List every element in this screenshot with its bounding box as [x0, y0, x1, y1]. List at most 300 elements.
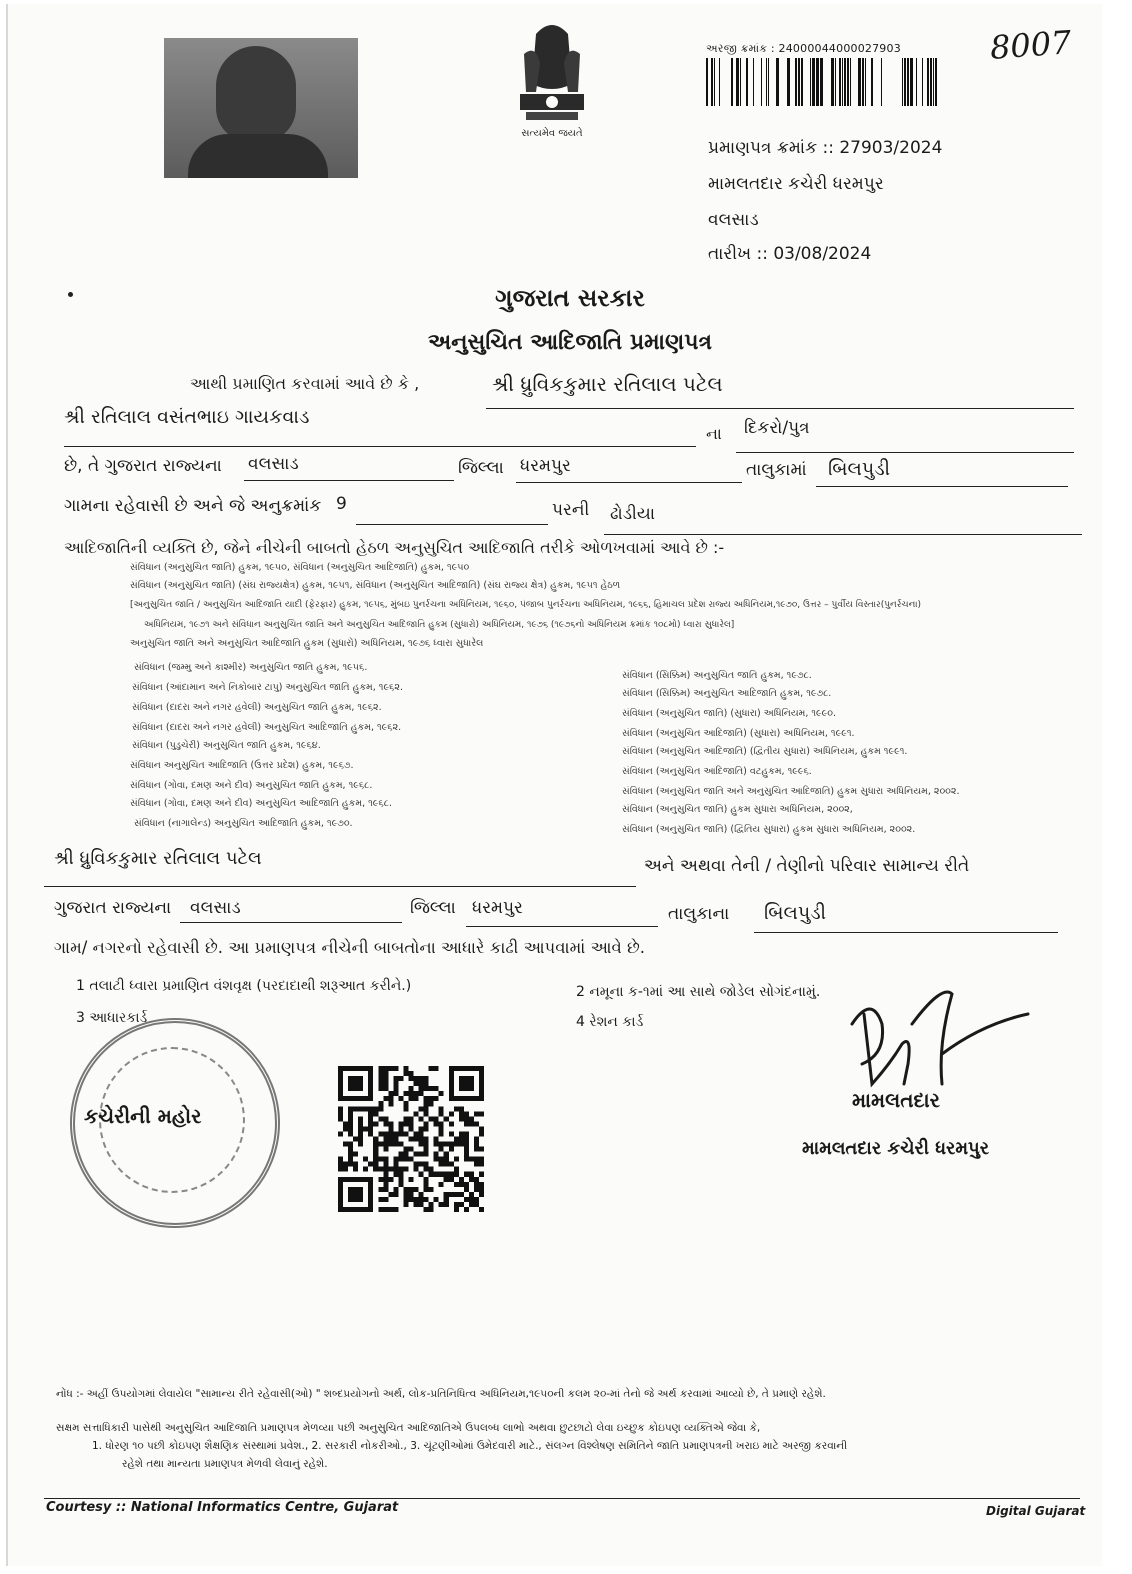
qr-module	[479, 1162, 484, 1167]
qr-module	[424, 1121, 429, 1126]
qr-module	[403, 1147, 408, 1152]
footer-brand: Digital Gujarat	[986, 1504, 1086, 1518]
qr-module	[419, 1152, 424, 1157]
act-line: સંવિધાન (અનુસુચિત જાતિ) (સંઘ રાજ્યક્ષેત્ર) હુકમ, ૧૯૫૧, સંવિધાન (અનુસુચિત આદિજાતિ) (સંઘ રાજ્ય ક્ષેત્ર) હુકમ, ૧૯૫૧ હેઠળ	[130, 580, 621, 591]
qr-module	[408, 1157, 413, 1162]
qr-module	[393, 1131, 398, 1136]
family-text: અને અથવા તેની / તેણીનો પરિવાર સામાન્ય રીતે	[644, 856, 970, 876]
qr-module	[393, 1157, 398, 1162]
qr-module	[363, 1096, 368, 1101]
underline	[736, 452, 1074, 453]
qr-module	[479, 1187, 484, 1192]
qr-module	[348, 1192, 353, 1197]
qr-module	[358, 1177, 363, 1182]
qr-module	[348, 1157, 353, 1162]
qr-module	[408, 1076, 413, 1081]
qr-module	[444, 1202, 449, 1207]
qr-module	[403, 1202, 408, 1207]
barcode-bar	[910, 58, 913, 106]
qr-module	[378, 1131, 383, 1136]
note-line: નોંધ :- અહીં ઉપયોગમાં લેવાયેલ "સામાન્ય રીતે રહેવાસી(ઓ) " શબ્દપ્રયોગનો અર્થ, લોક-પ્રતિનિધિત્વ અધિનિયમ,૧૯૫૦ની કલમ ૨૦-માં તેનો જે અર્થ કરવામાં આવ્યો છે, તે પ્રમાણે રહેશે.	[56, 1388, 826, 1400]
act-right: સંવિધાન (અનુસુચિત આદિજાતિ) વટહુકમ, ૧૯૯૬.	[622, 766, 812, 777]
barcode-bar	[835, 58, 836, 106]
qr-module	[464, 1116, 469, 1121]
qr-module	[348, 1096, 353, 1101]
qr-module	[358, 1192, 363, 1197]
qr-module	[419, 1086, 424, 1091]
district-value-2: વલસાડ	[190, 898, 241, 918]
qr-module	[444, 1177, 449, 1182]
applicant-photo	[164, 38, 358, 178]
qr-module	[464, 1086, 469, 1091]
qr-module	[469, 1172, 474, 1177]
qr-module	[469, 1121, 474, 1126]
qr-module	[449, 1121, 454, 1126]
qr-module	[378, 1106, 383, 1111]
certificate-title: અનુસુચિત આદિજાતિ પ્રમાણપત્ર	[427, 330, 713, 355]
qr-module	[358, 1086, 363, 1091]
qr-module	[408, 1126, 413, 1131]
qr-module	[408, 1121, 413, 1126]
application-number: અરજી ક્રમાંક : 24000044000027903	[706, 42, 901, 55]
qr-module	[393, 1207, 398, 1212]
qr-module	[353, 1177, 358, 1182]
qr-module	[449, 1091, 454, 1096]
qr-module	[343, 1142, 348, 1147]
qr-module	[368, 1106, 373, 1111]
qr-module	[403, 1116, 408, 1121]
state-prefix-2: ગુજરાત રાજ્યના	[54, 898, 172, 918]
underline	[604, 534, 1082, 535]
qr-module	[403, 1192, 408, 1197]
qr-module	[383, 1182, 388, 1187]
barcode-bar	[842, 58, 843, 106]
qr-module	[388, 1142, 393, 1147]
qr-module	[368, 1071, 373, 1076]
qr-module	[464, 1066, 469, 1071]
qr-module	[348, 1142, 353, 1147]
barcode-bar	[935, 58, 937, 106]
qr-module	[414, 1091, 419, 1096]
qr-module	[454, 1142, 459, 1147]
barcode-bar	[768, 58, 769, 106]
certify-prefix: આથી પ્રમાણિત કરવામાં આવે છે કે ,	[190, 374, 420, 393]
qr-module	[353, 1207, 358, 1212]
qr-module	[479, 1182, 484, 1187]
qr-module	[469, 1096, 474, 1101]
barcode-bar	[719, 58, 720, 106]
village-value-2: બિલપુડી	[764, 902, 827, 924]
qr-module	[338, 1096, 343, 1101]
signature	[842, 984, 1032, 1104]
qr-module	[358, 1131, 363, 1136]
qr-module	[464, 1096, 469, 1101]
qr-module	[419, 1076, 424, 1081]
qr-module	[383, 1096, 388, 1101]
qr-module	[419, 1131, 424, 1136]
qr-module	[348, 1076, 353, 1081]
qr-module	[434, 1121, 439, 1126]
qr-module	[414, 1162, 419, 1167]
qr-module	[479, 1096, 484, 1101]
qr-module	[368, 1096, 373, 1101]
qr-module	[414, 1076, 419, 1081]
qr-module	[368, 1202, 373, 1207]
qr-module	[429, 1096, 434, 1101]
qr-module	[474, 1157, 479, 1162]
qr-module	[348, 1147, 353, 1152]
qr-module	[464, 1207, 469, 1212]
qr-module	[353, 1076, 358, 1081]
qr-module	[348, 1081, 353, 1086]
qr-module	[383, 1157, 388, 1162]
note-line: રહેશે તથા માન્યતા પ્રમાણપત્ર મેળવી લેવાનું રહેશે.	[122, 1458, 328, 1470]
qr-module	[343, 1207, 348, 1212]
act-left: સંવિધાન અનુસુચિત આદિજાતિ (ઉત્તર પ્રદેશ) હુકમ, ૧૯૬૭.	[130, 760, 354, 771]
qr-module	[464, 1136, 469, 1141]
qr-module	[444, 1152, 449, 1157]
act-right: સંવિધાન (સિક્કિમ) અનુસુચિત આદિજાતિ હુકમ, ૧૯૭૮.	[622, 688, 832, 699]
qr-module	[338, 1116, 343, 1121]
qr-module	[388, 1101, 393, 1106]
qr-module	[393, 1162, 398, 1167]
qr-module	[348, 1197, 353, 1202]
barcode-bar	[736, 58, 739, 106]
barcode-bar	[865, 58, 866, 106]
qr-module	[474, 1162, 479, 1167]
barcode-bar	[904, 58, 906, 106]
qr-module	[459, 1131, 464, 1136]
person-name-2: શ્રી ધ્રુવિકકુમાર રતિલાલ પટેલ	[54, 848, 262, 869]
note-line: સક્ષમ સત્તાધિકારી પાસેથી અનુસુચિત આદિજાતિ પ્રમાણપત્ર મેળવ્યા પછી અનુસુચિત આદિજાતિએ ઉપલબ્ધ લાભો અથવા છુટછાટો લેવા ઇચ્છુક કોઇપણ વ્યક્તિએ જેવા કે,	[56, 1422, 761, 1434]
qr-module	[378, 1187, 383, 1192]
qr-module	[449, 1142, 454, 1147]
qr-module	[378, 1157, 383, 1162]
qr-module	[388, 1207, 393, 1212]
qr-module	[469, 1192, 474, 1197]
qr-module	[368, 1131, 373, 1136]
qr-module	[363, 1106, 368, 1111]
qr-module	[469, 1202, 474, 1207]
qr-module	[429, 1116, 434, 1121]
qr-module	[358, 1142, 363, 1147]
qr-module	[419, 1081, 424, 1086]
qr-module	[353, 1136, 358, 1141]
basis-item: 1 તલાટી ધ્વારા પ્રમાણિત વંશવૃક્ષ (પરદાદાથી શરૂઆત કરીને.)	[76, 978, 412, 994]
qr-module	[419, 1172, 424, 1177]
qr-module	[449, 1192, 454, 1197]
qr-module	[479, 1066, 484, 1071]
qr-module	[454, 1106, 459, 1111]
district-value: વલસાડ	[248, 454, 299, 474]
qr-module	[449, 1081, 454, 1086]
qr-module	[388, 1136, 393, 1141]
qr-module	[378, 1177, 383, 1182]
qr-module	[439, 1091, 444, 1096]
qr-module	[353, 1187, 358, 1192]
qr-module	[464, 1147, 469, 1152]
qr-module	[424, 1167, 429, 1172]
qr-module	[338, 1162, 343, 1167]
qr-module	[449, 1071, 454, 1076]
act-line: અનુસુચિત જાતિ અને અનુસુચિત આદિજાતિ હુકમ (સુધારો) અધિનિયમ, ૧૯૭૬ ધ્વારા સુધારેલ	[130, 638, 484, 649]
qr-module	[449, 1066, 454, 1071]
qr-module	[348, 1111, 353, 1116]
qr-module	[398, 1142, 403, 1147]
signatory-designation: મામલતદાર	[852, 1088, 940, 1112]
qr-module	[348, 1131, 353, 1136]
qr-code	[338, 1066, 484, 1212]
qr-module	[439, 1147, 444, 1152]
qr-module	[398, 1126, 403, 1131]
qr-module	[408, 1147, 413, 1152]
qr-module	[338, 1177, 343, 1182]
qr-module	[358, 1207, 363, 1212]
qr-module	[419, 1106, 424, 1111]
qr-module	[383, 1172, 388, 1177]
qr-module	[373, 1142, 378, 1147]
qr-module	[338, 1076, 343, 1081]
qr-module	[403, 1157, 408, 1162]
qr-module	[403, 1071, 408, 1076]
act-right: સંવિધાન (અનુસુચિત આદિજાતિ) (સુધારા) અધિનિયમ, ૧૯૯૧.	[622, 728, 855, 739]
qr-module	[368, 1197, 373, 1202]
qr-module	[464, 1142, 469, 1147]
barcode-bar	[881, 58, 882, 106]
person-name: શ્રી ધ્રુવિકકુમાર રતિલાલ પટેલ	[492, 372, 723, 396]
qr-module	[388, 1121, 393, 1126]
qr-module	[393, 1136, 398, 1141]
qr-module	[469, 1177, 474, 1182]
basis-item: 4 રેશન કાર્ડ	[576, 1014, 644, 1030]
qr-module	[338, 1106, 343, 1111]
qr-module	[414, 1152, 419, 1157]
qr-module	[378, 1101, 383, 1106]
qr-module	[449, 1111, 454, 1116]
issuing-office: મામલતદાર કચેરી ધરમપુર	[708, 174, 884, 194]
qr-module	[398, 1157, 403, 1162]
qr-module	[459, 1066, 464, 1071]
qr-module	[353, 1086, 358, 1091]
qr-module	[464, 1131, 469, 1136]
underline	[486, 408, 1074, 409]
qr-module	[479, 1147, 484, 1152]
qr-module	[464, 1172, 469, 1177]
qr-module	[424, 1207, 429, 1212]
barcode-bar	[810, 58, 811, 106]
qr-module	[424, 1162, 429, 1167]
act-left: સંવિધાન (દાદરા અને નગર હવેલી) અનુસુચિત આદિજાતિ હુકમ, ૧૯૬૨.	[132, 722, 402, 733]
qr-module	[459, 1081, 464, 1086]
qr-module	[398, 1131, 403, 1136]
qr-module	[474, 1121, 479, 1126]
qr-module	[414, 1096, 419, 1101]
national-emblem-icon	[506, 14, 598, 134]
qr-module	[454, 1207, 459, 1212]
qr-module	[439, 1121, 444, 1126]
qr-module	[459, 1086, 464, 1091]
qr-module	[454, 1167, 459, 1172]
qr-module	[393, 1192, 398, 1197]
qr-module	[403, 1101, 408, 1106]
qr-module	[479, 1126, 484, 1131]
qr-module	[378, 1197, 383, 1202]
relation: દિકરો/પુત્ર	[744, 418, 810, 438]
qr-module	[439, 1157, 444, 1162]
qr-module	[383, 1066, 388, 1071]
qr-module	[434, 1086, 439, 1091]
act-line: સંવિધાન (અનુસુચિત જાતિ) હુકમ, ૧૯૫૦, સંવિધાન (અનુસુચિત આદિજાતિ) હુકમ, ૧૯૫૦	[130, 562, 470, 573]
basis-text: ગામ/ નગરનો રહેવાસી છે. આ પ્રમાણપત્ર નીચેની બાબતોના આધારે કાઢી આપવામાં આવે છે.	[54, 938, 646, 957]
qr-module	[393, 1076, 398, 1081]
qr-module	[368, 1126, 373, 1131]
act-right: સંવિધાન (સિક્કિમ) અનુસુચિત જાતિ હુકમ, ૧૯૭૮.	[622, 670, 812, 681]
qr-module	[368, 1116, 373, 1121]
qr-module	[444, 1116, 449, 1121]
qr-module	[424, 1086, 429, 1091]
qr-module	[368, 1111, 373, 1116]
qr-module	[419, 1136, 424, 1141]
qr-module	[459, 1192, 464, 1197]
qr-module	[464, 1076, 469, 1081]
qr-module	[363, 1126, 368, 1131]
qr-module	[348, 1162, 353, 1167]
district-label: જિલ્લા	[458, 458, 504, 478]
qr-module	[358, 1197, 363, 1202]
qr-module	[429, 1207, 434, 1212]
qr-module	[358, 1076, 363, 1081]
barcode-bar	[916, 58, 917, 106]
qr-module	[429, 1172, 434, 1177]
qr-module	[388, 1192, 393, 1197]
qr-module	[444, 1197, 449, 1202]
barcode-bar	[816, 58, 819, 106]
qr-module	[403, 1167, 408, 1172]
handwritten-number: 8007	[988, 23, 1073, 67]
qr-module	[459, 1111, 464, 1116]
barcode-bar	[927, 58, 929, 106]
speck	[68, 292, 73, 297]
act-right: સંવિધાન (અનુસુચિત જાતિ અને અનુસુચિત આદિજાતિ) હુકમ સુધારા અધિનિયમ, ૨૦૦૨.	[622, 786, 960, 797]
qr-module	[474, 1111, 479, 1116]
qr-module	[439, 1202, 444, 1207]
qr-module	[358, 1096, 363, 1101]
qr-module	[459, 1116, 464, 1121]
qr-module	[373, 1162, 378, 1167]
serial-number: 9	[336, 494, 347, 514]
qr-module	[348, 1106, 353, 1111]
qr-module	[434, 1157, 439, 1162]
qr-module	[393, 1081, 398, 1086]
qr-module	[414, 1111, 419, 1116]
qr-module	[414, 1131, 419, 1136]
qr-module	[429, 1086, 434, 1091]
qr-module	[408, 1086, 413, 1091]
barcode-bar	[714, 58, 715, 106]
qr-module	[358, 1187, 363, 1192]
note-line: 1. ધોરણ ૧૦ પછી કોઇપણ શૈક્ષણિક સંસ્થામાં પ્રવેશ., 2. સરકારી નોકરીઓ., 3. ચૂંટણીઓમાં ઉમેદવારી માટે., સંલગ્ન વિશ્લેષણ સમિતિને જાતિ પ્રમાણપત્રની ખરાઇ માટે અરજી કરવાની	[92, 1440, 848, 1452]
qr-module	[434, 1172, 439, 1177]
qr-module	[358, 1106, 363, 1111]
qr-module	[459, 1136, 464, 1141]
qr-module	[469, 1086, 474, 1091]
qr-module	[368, 1121, 373, 1126]
qr-module	[414, 1081, 419, 1086]
qr-module	[403, 1152, 408, 1157]
qr-module	[398, 1182, 403, 1187]
qr-module	[449, 1096, 454, 1101]
qr-module	[414, 1202, 419, 1207]
certificate-number: પ્રમાણપત્ર ક્રમાંક :: 27903/2024	[708, 138, 943, 158]
qr-module	[393, 1167, 398, 1172]
photo-shirt	[188, 134, 328, 178]
qr-module	[373, 1136, 378, 1141]
barcode-bar	[839, 58, 841, 106]
qr-module	[398, 1172, 403, 1177]
qr-module	[459, 1106, 464, 1111]
qr-module	[383, 1116, 388, 1121]
taluka-value: ધરમપુર	[520, 456, 571, 476]
qr-module	[378, 1167, 383, 1172]
underline	[180, 922, 402, 923]
barcode-bar	[761, 58, 762, 106]
qr-module	[454, 1172, 459, 1177]
qr-module	[474, 1177, 479, 1182]
qr-module	[383, 1071, 388, 1076]
photo-face	[216, 46, 296, 142]
barcode-bar	[820, 58, 823, 106]
qr-module	[403, 1131, 408, 1136]
qr-module	[444, 1157, 449, 1162]
qr-module	[439, 1172, 444, 1177]
qr-module	[403, 1066, 408, 1071]
qr-module	[403, 1091, 408, 1096]
issuing-district: વલસાડ	[708, 210, 759, 230]
qr-module	[353, 1152, 358, 1157]
qr-module	[363, 1177, 368, 1182]
qr-module	[348, 1187, 353, 1192]
qr-module	[398, 1167, 403, 1172]
act-left: સંવિધાન (દાદરા અને નગર હવેલી) અનુસુચિત જાતિ હુકમ, ૧૯૬૨.	[132, 702, 382, 713]
barcode-bar	[740, 58, 741, 106]
barcode-bar	[746, 58, 748, 106]
qr-module	[449, 1076, 454, 1081]
qr-module	[479, 1172, 484, 1177]
qr-module	[353, 1162, 358, 1167]
qr-module	[479, 1086, 484, 1091]
qr-module	[363, 1066, 368, 1071]
qr-module	[439, 1162, 444, 1167]
qr-module	[469, 1076, 474, 1081]
qr-module	[353, 1192, 358, 1197]
qr-module	[338, 1157, 343, 1162]
qr-module	[424, 1101, 429, 1106]
qr-module	[378, 1207, 383, 1212]
barcode-bar	[831, 58, 834, 106]
act-left: સંવિધાન (પુડુચેરી) અનુસુચિત જાતિ હુકમ, ૧૯૬૪.	[132, 740, 321, 751]
qr-module	[378, 1071, 383, 1076]
qr-module	[454, 1157, 459, 1162]
qr-module	[449, 1147, 454, 1152]
qr-module	[424, 1197, 429, 1202]
qr-module	[348, 1177, 353, 1182]
government-title: ગુજરાત સરકાર	[495, 284, 645, 312]
qr-module	[338, 1197, 343, 1202]
qr-module	[368, 1081, 373, 1086]
underline	[64, 446, 696, 447]
barcode-bar	[930, 58, 932, 106]
qr-module	[479, 1111, 484, 1116]
